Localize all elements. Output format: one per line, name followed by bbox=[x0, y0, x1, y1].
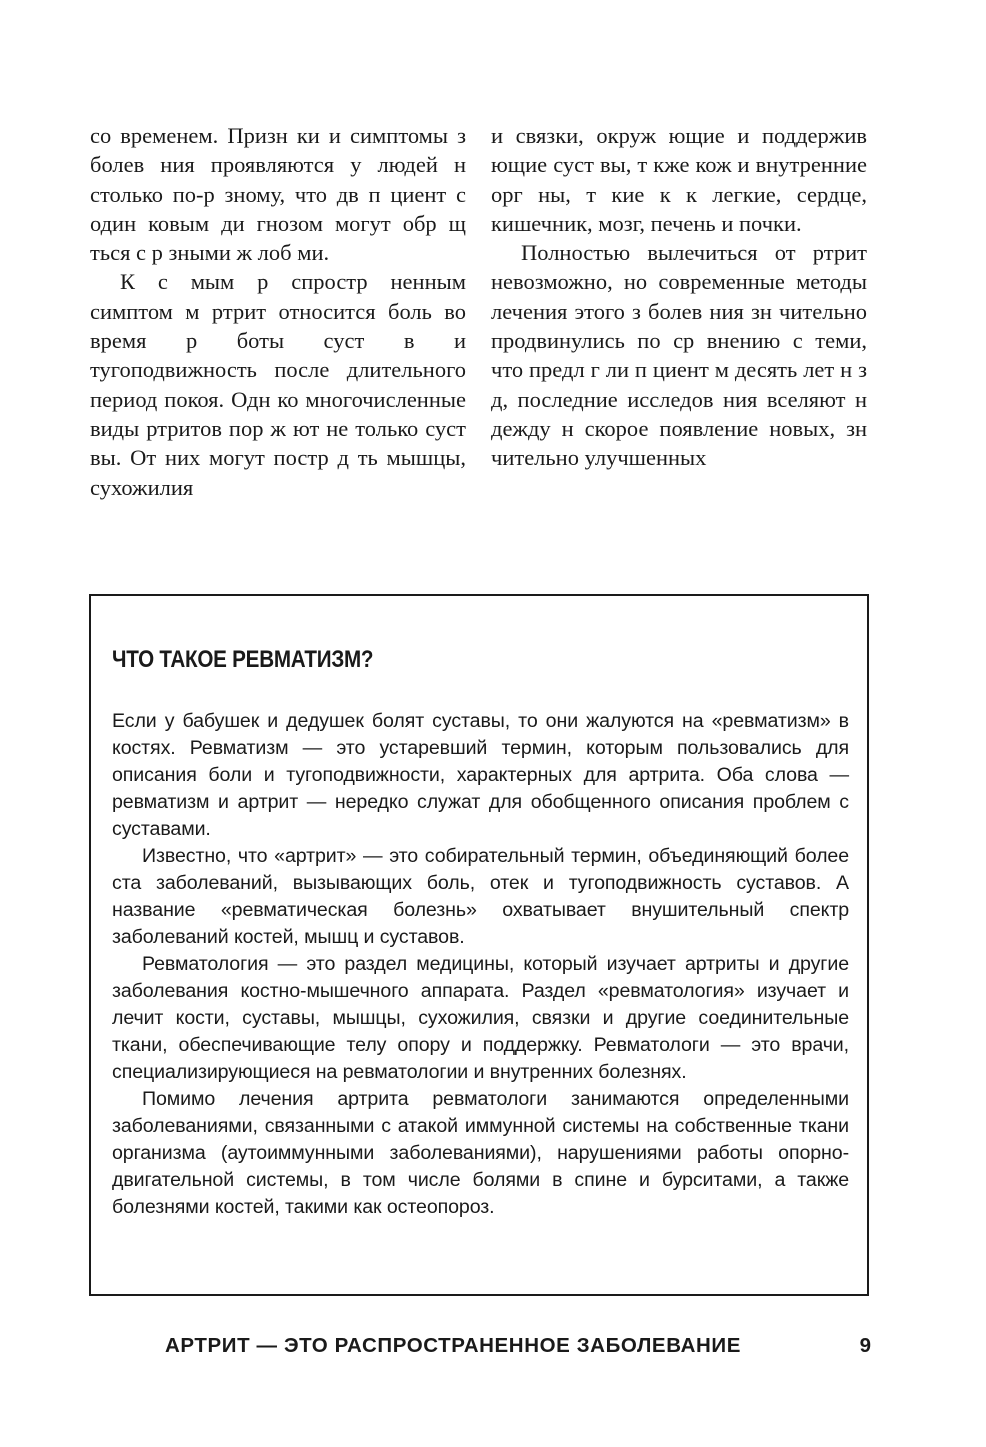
sidebar-title: ЧТО ТАКОЕ РЕВМАТИЗМ? bbox=[112, 646, 374, 673]
left-column bbox=[90, 121, 466, 502]
right-column bbox=[491, 121, 867, 473]
sidebar-paragraph-2: Известно, что «артрит» — это собирательный термин, объединяющий более ста заболеваний, вызывающих боль, отек и тугоподвижность суставов. А название «ревматическая болезнь» охватывает внушительный спектр заболеваний костей, мышц и суставов. bbox=[112, 845, 849, 948]
sidebar-paragraph-3: Ревматология — это раздел медицины, который изучает артриты и другие заболевания костно-мышечного аппарата. Раздел «ревматология» изучает и лечит кости, суставы, мышцы, сухожилия, связки и другие соединительные ткани, обеспечивающие телу опору и поддержку. Ревматологи — это врачи, специализирующиеся на ревматологии и внутренних болезнях. bbox=[112, 953, 849, 1083]
right-paragraph-2: Полностью вылечиться от ртрит невозможно, но современные методы лечения этого з болев ния зн чительно продвинулись по ср внению с теми, что предл г ли п циент м десять лет н з д, последние исследов ния вселяют н дежду н скорое появление новых, зн чительно улучшенных bbox=[491, 240, 867, 471]
right-paragraph-1: и связки, окруж ющие и поддержив ющие суст вы, т кже кож и внутренние орг ны, т кие к к легкие, сердце, кишечник, мозг, печень и почки. bbox=[491, 123, 867, 236]
page-footer bbox=[165, 1334, 871, 1364]
left-paragraph-2: К с мым р спростр ненным симптом м ртрит относится боль во время р боты суст в и тугоподвижность после длительного период покоя. Одн ко многочисленные виды ртритов пор ж ют не только суст вы. От них могут постр д ть мышцы, сухожилия bbox=[90, 269, 466, 500]
page-number: 9 bbox=[859, 1334, 871, 1357]
running-title: АРТРИТ — ЭТО РАСПРОСТРАНЕННОЕ ЗАБОЛЕВАНИЕ bbox=[165, 1334, 742, 1357]
main-text-columns bbox=[90, 121, 870, 541]
left-paragraph-1: со временем. Призн ки и симптомы з болев ния проявляются у людей н столько по-р зному, что дв п циент с один ковым ди гнозом могут обр щ ться с р зными ж лоб ми. bbox=[90, 123, 466, 266]
sidebar-box bbox=[89, 594, 869, 1296]
sidebar-paragraph-4: Помимо лечения артрита ревматологи занимаются определенными заболеваниями, связанными с атакой иммунной системы на собственные ткани организма (аутоиммунными заболеваниями), нарушениями работы опорно-двигательной системы, в том числе болями в спине и бурситами, а также болезнями костей, такими как остеопороз. bbox=[112, 1088, 849, 1218]
sidebar-body bbox=[112, 708, 849, 1221]
sidebar-paragraph-1: Если у бабушек и дедушек болят суставы, то они жалуются на «ревматизм» в костях. Ревматизм — это устаревший термин, которым пользовались для описания боли и тугоподвижности, характерных для артрита. Оба слова — ревматизм и артрит — нередко служат для обобщенного описания проблем с суставами. bbox=[112, 710, 849, 840]
